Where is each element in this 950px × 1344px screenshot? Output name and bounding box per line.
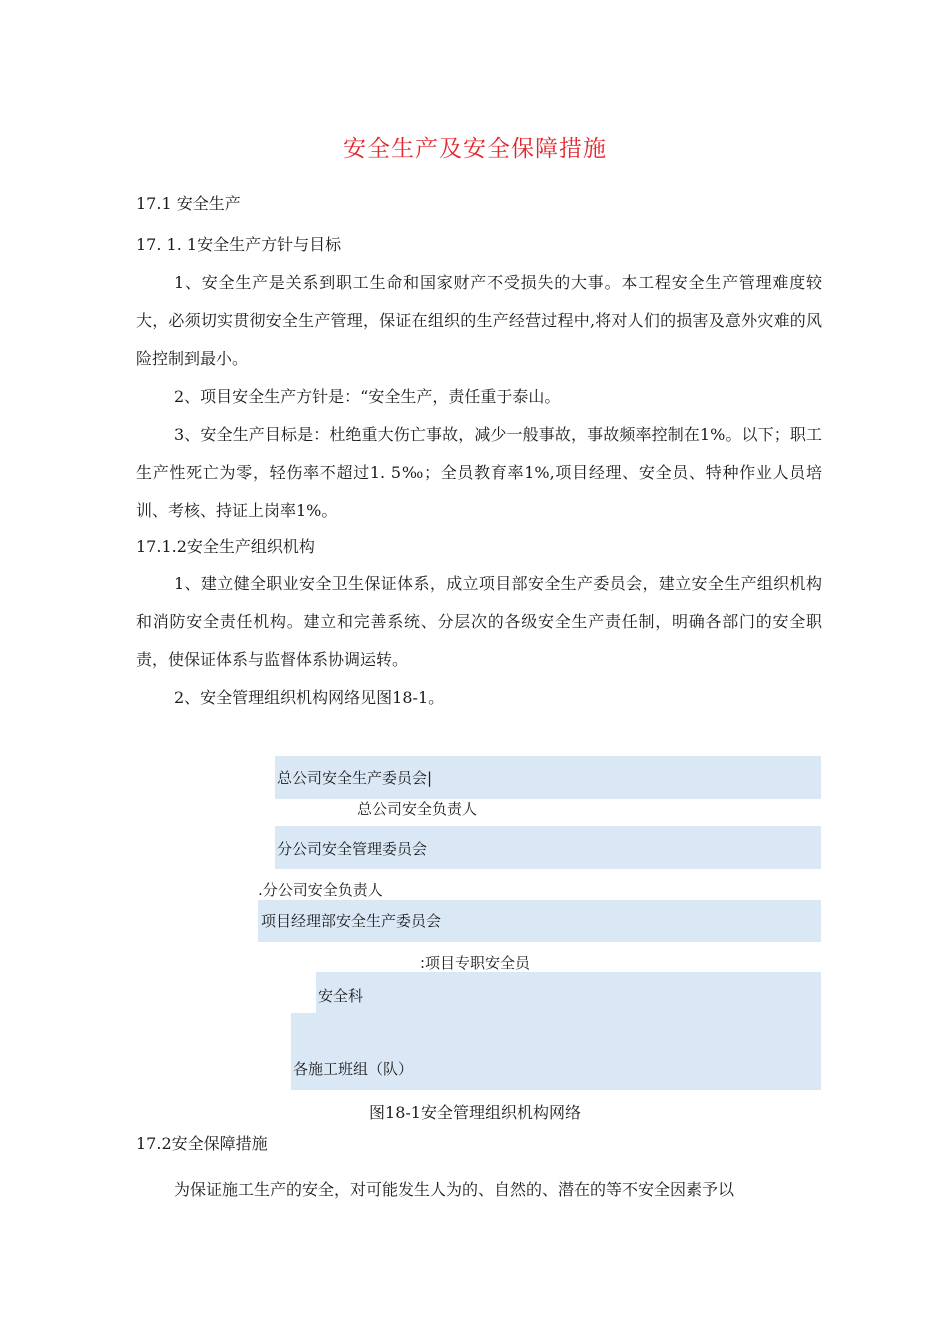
section-heading-17-1: 17.1 安全生产: [136, 194, 241, 213]
org-node-branch-committee: 分公司安全管理委员会: [277, 840, 428, 858]
paragraph-6: 为保证施工生产的安全，对可能发生人为的、自然的、潜在的等不安全因素予以: [174, 1180, 735, 1199]
figure-caption: 图18-1安全管理组织机构网络: [369, 1103, 581, 1122]
section-heading-17-2: 17.2安全保障措施: [136, 1134, 268, 1153]
org-node-hq-safety-lead: 总公司安全负责人: [357, 800, 478, 818]
org-node-hq-committee: 总公司安全生产委员会|: [277, 769, 433, 787]
document-title: 安全生产及安全保障措施: [343, 136, 607, 162]
org-box-safety-dept: [316, 972, 821, 1014]
org-node-safety-dept: 安全科: [318, 987, 364, 1005]
paragraph-2: 2、项目安全生产方针是：“安全生产，责任重于泰山。: [174, 387, 561, 406]
paragraph-3: 3、安全生产目标是：杜绝重大伤亡事故，减少一般事故，事故频率控制在1%。以下；职工生产性死亡为零，轻伤率不超过1. 5‰；全员教育率1%,项目经理、安全员、特种作业人员培训、考核、持证上岗率1%。: [136, 425, 822, 520]
paragraph-1: 1、安全生产是关系到职工生命和国家财产不受损失的大事。本工程安全生产管理难度较大，必须切实贯彻安全生产管理，保证在组织的生产经营过程中,将对人们的损害及意外灾难的风险控制到最小。: [136, 273, 822, 368]
section-heading-17-1-1: 17. 1. 1安全生产方针与目标: [136, 235, 342, 254]
section-heading-17-1-2: 17.1.2安全生产组织机构: [136, 537, 315, 556]
org-node-project-committee: 项目经理部安全生产委员会: [261, 912, 442, 930]
paragraph-5: 2、安全管理组织机构网络见图18-1。: [174, 688, 445, 707]
org-node-branch-safety-lead: .分公司安全负责人: [258, 881, 383, 899]
org-node-project-safety-officer: :项目专职安全员: [420, 954, 531, 972]
paragraph-4: 1、建立健全职业安全卫生保证体系，成立项目部安全生产委员会，建立安全生产组织机构和消防安全责任机构。建立和完善系统、分层次的各级安全生产责任制，明确各部门的安全职责，使保证体系与监督体系协调运转。: [136, 574, 822, 669]
org-node-work-teams: 各施工班组（队）: [293, 1060, 414, 1078]
